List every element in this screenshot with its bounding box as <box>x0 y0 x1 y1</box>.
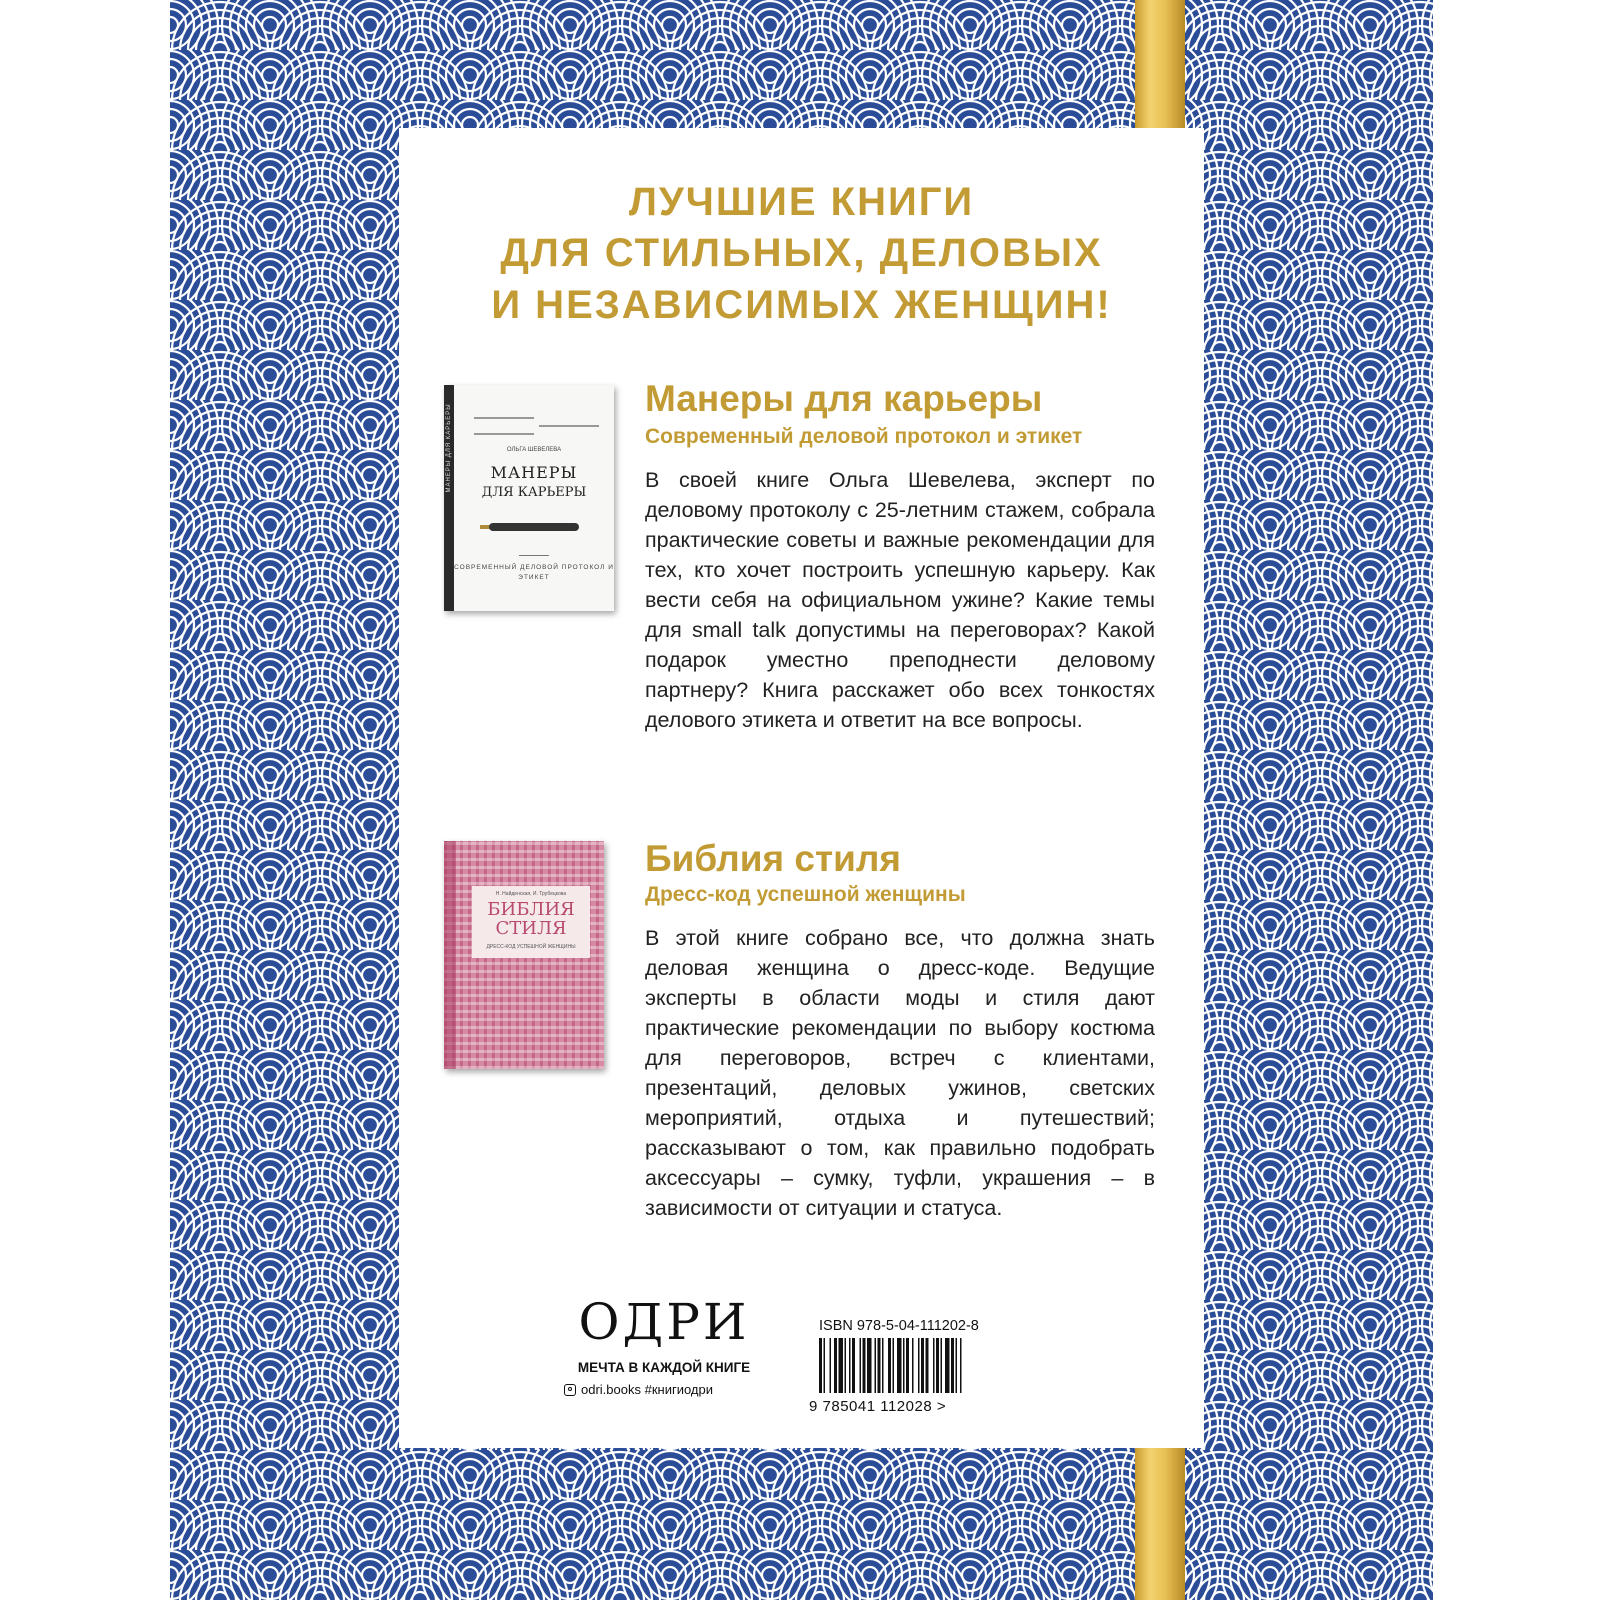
barcode <box>817 1338 1017 1393</box>
barcode-bar <box>960 1338 962 1393</box>
book-title: Библия стиля <box>645 838 901 879</box>
cover-label <box>472 886 590 958</box>
publisher-social <box>564 1382 764 1397</box>
publisher-logo: ОДРИ <box>578 1293 750 1351</box>
cover-author: ОЛЬГА ШЕВЕЛЕВА <box>506 447 562 453</box>
book-title: Манеры для карьеры <box>645 378 1043 419</box>
spine-title: МАНЕРЫ ДЛЯ КАРЬЕРЫ <box>446 403 452 493</box>
barcode-bar <box>903 1338 905 1393</box>
barcode-bar <box>867 1338 872 1393</box>
cover-title-line-2: ДЛЯ КАРЬЕРЫ <box>481 485 587 500</box>
barcode-bar <box>830 1338 832 1393</box>
barcode-bar <box>956 1338 958 1393</box>
cover-title-line-1: МАНЕРЫ <box>490 463 578 482</box>
instagram-icon <box>564 1384 576 1396</box>
barcode-bar <box>882 1338 884 1393</box>
barcode-bar <box>824 1338 826 1393</box>
barcode-bar <box>941 1338 943 1393</box>
headline-line-1: ЛУЧШИЕ КНИГИ <box>628 180 975 224</box>
cover-title-line-1: БИБЛИЯ <box>487 899 575 920</box>
barcode-digits: 9 785041 112028 > <box>809 1398 947 1415</box>
book-description: В своей книге Ольга Шевелева, эксперт по деловому протоколу с 25-летним стажем, собрала практические советы и важные рекомендации для тех, кто хочет построить успешную карьеру. Как вести себя на официальном ужине? Какие темы для small talk допустимы на переговорах? Какой подарок уместно преподнести деловому партнеру? Книга расскажет обо всех тонкостях делового этикета и ответит на все вопросы. <box>645 468 1155 732</box>
barcode-bar <box>819 1338 822 1393</box>
isbn-label: ISBN 978-5-04-111202-8 <box>819 1318 979 1334</box>
gold-ribbon-bottom <box>1135 1448 1185 1600</box>
book-cover-manners <box>444 385 614 611</box>
barcode-bar <box>834 1338 837 1393</box>
book-description: В этой книге собрано все, что должна знать деловая женщина о дресс-коде. Ведущие эксперты в области моды и стиля дают практические рекомендации по выбору костюма для переговоров, встреч с клиентами, презентаций, деловых ужинов, светских мероприятий, отдыха и путешествий; рассказывают о том, как правильно подобрать аксессуары – сумку, туфли, украшения – в зависимости от ситуации и статуса. <box>645 926 1155 1220</box>
barcode-bar <box>845 1338 847 1393</box>
barcode-bar <box>921 1338 924 1393</box>
barcode-bar <box>878 1338 881 1393</box>
barcode-bar <box>888 1338 891 1393</box>
barcode-bar <box>918 1338 920 1393</box>
book-subtitle: Дресс-код успешной женщины <box>645 883 966 906</box>
fountain-pen-icon <box>489 523 579 531</box>
cover-authors: Н. Найденская, И. Трубецкова <box>495 891 567 897</box>
cover-subtitle: ДРЕСС-КОД УСПЕШНОЙ ЖЕНЩИНЫ <box>486 944 576 950</box>
barcode-bar <box>906 1338 909 1393</box>
barcode-bar <box>936 1338 939 1393</box>
publisher-tagline: МЕЧТА В КАЖДОЙ КНИГЕ <box>577 1360 751 1375</box>
gold-ribbon-top <box>1135 0 1185 128</box>
barcode-bar <box>933 1338 935 1393</box>
cover-subtitle: СОВРЕМЕННЫЙ ДЕЛОВОЙ ПРОТОКОЛ И ЭТИКЕТ <box>454 564 614 581</box>
headline-line-3: И НЕЗАВИСИМЫХ ЖЕНЩИН! <box>491 283 1112 327</box>
book-back-cover <box>170 0 1433 1600</box>
cover-title-line-2: СТИЛЯ <box>495 918 567 939</box>
book-cover-style-bible <box>444 841 604 1069</box>
barcode-bar <box>897 1338 902 1393</box>
barcode-bar <box>849 1338 851 1393</box>
book-subtitle: Современный деловой протокол и этикет <box>645 425 1083 448</box>
barcode-bar <box>945 1338 950 1393</box>
barcode-bar <box>926 1338 929 1393</box>
barcode-bar <box>912 1338 914 1393</box>
barcode-bar <box>893 1338 895 1393</box>
barcode-bar <box>839 1338 844 1393</box>
barcode-bar <box>852 1338 855 1393</box>
social-handle: odri.books #книгиодри <box>581 1382 713 1397</box>
book-spine <box>444 841 456 1069</box>
barcode-bar <box>951 1338 954 1393</box>
barcode-bar <box>875 1338 877 1393</box>
content-panel <box>399 128 1204 1448</box>
headline-line-2: ДЛЯ СТИЛЬНЫХ, ДЕЛОВЫХ <box>500 231 1103 275</box>
barcode-bar <box>860 1338 862 1393</box>
barcode-bar <box>863 1338 866 1393</box>
